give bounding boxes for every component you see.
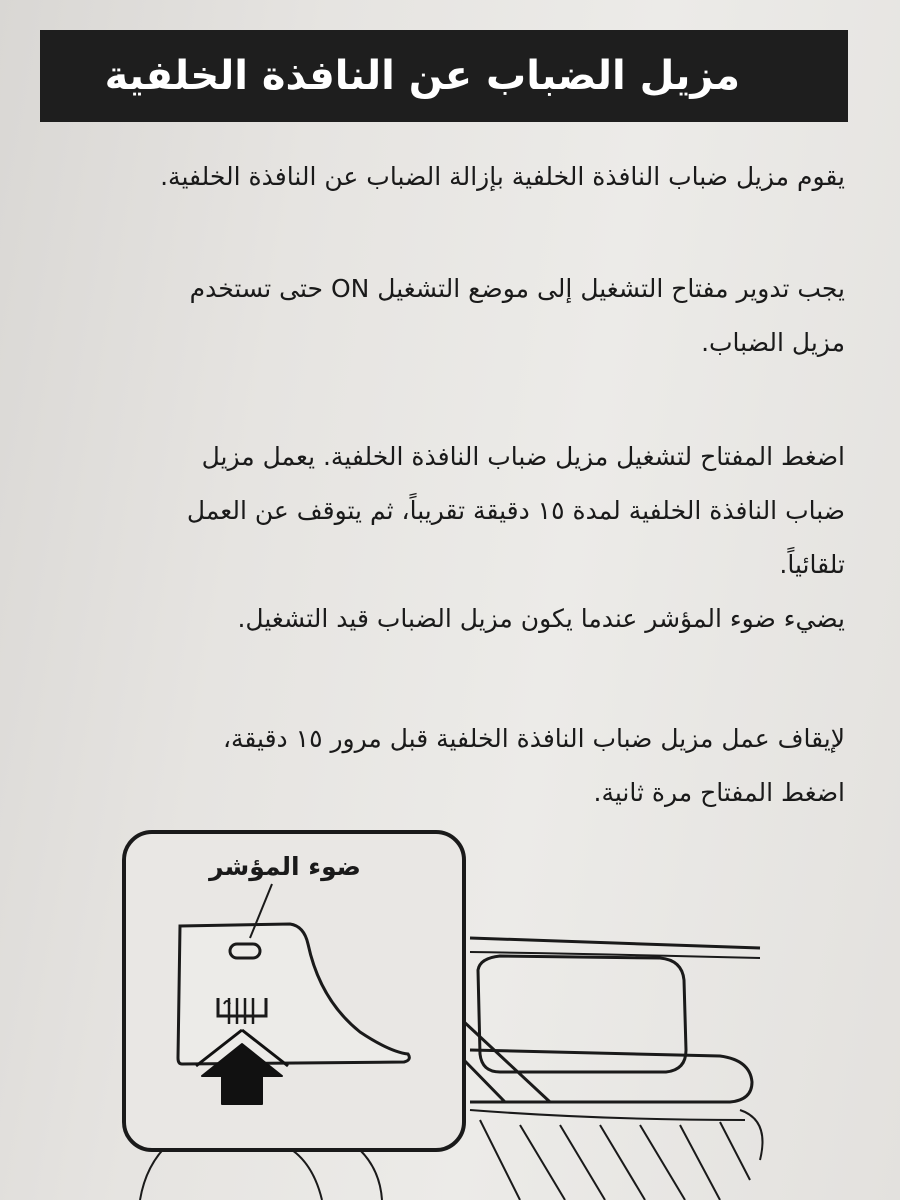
paragraph-line: يقوم مزيل ضباب النافذة الخلفية بإزالة الضباب عن النافذة الخلفية. xyxy=(160,162,845,191)
defogger-illustration xyxy=(0,820,900,1200)
page-title: مزيل الضباب عن النافذة الخلفية xyxy=(104,53,740,99)
paragraph-line: ضباب النافذة الخلفية لمدة ١٥ دقيقة تقريباً، ثم يتوقف عن العمل xyxy=(186,496,845,525)
section-header xyxy=(40,30,848,122)
paragraph-line: مزيل الضباب. xyxy=(701,328,845,357)
paragraph-line: يجب تدوير مفتاح التشغيل إلى موضع التشغيل ON حتى تستخدم xyxy=(189,274,845,303)
paragraph-ignition xyxy=(45,262,845,370)
paragraph-intro xyxy=(45,150,845,204)
paragraph-operation xyxy=(45,430,845,646)
paragraph-line: يضيء ضوء المؤشر عندما يكون مزيل الضباب قيد التشغيل. xyxy=(237,604,845,633)
paragraph-stop xyxy=(45,712,845,820)
dashboard-drawing xyxy=(0,820,900,1200)
paragraph-line: تلقائياً. xyxy=(779,550,845,579)
paragraph-line: اضغط المفتاح مرة ثانية. xyxy=(593,778,845,807)
paragraph-line: اضغط المفتاح لتشغيل مزيل ضباب النافذة الخلفية. يعمل مزيل xyxy=(201,442,845,471)
callout-pointer xyxy=(462,1020,550,1102)
paragraph-line: لإيقاف عمل مزيل ضباب النافذة الخلفية قبل مرور ١٥ دقيقة، xyxy=(222,724,845,753)
indicator-light-label: ضوء المؤشر xyxy=(209,852,361,881)
